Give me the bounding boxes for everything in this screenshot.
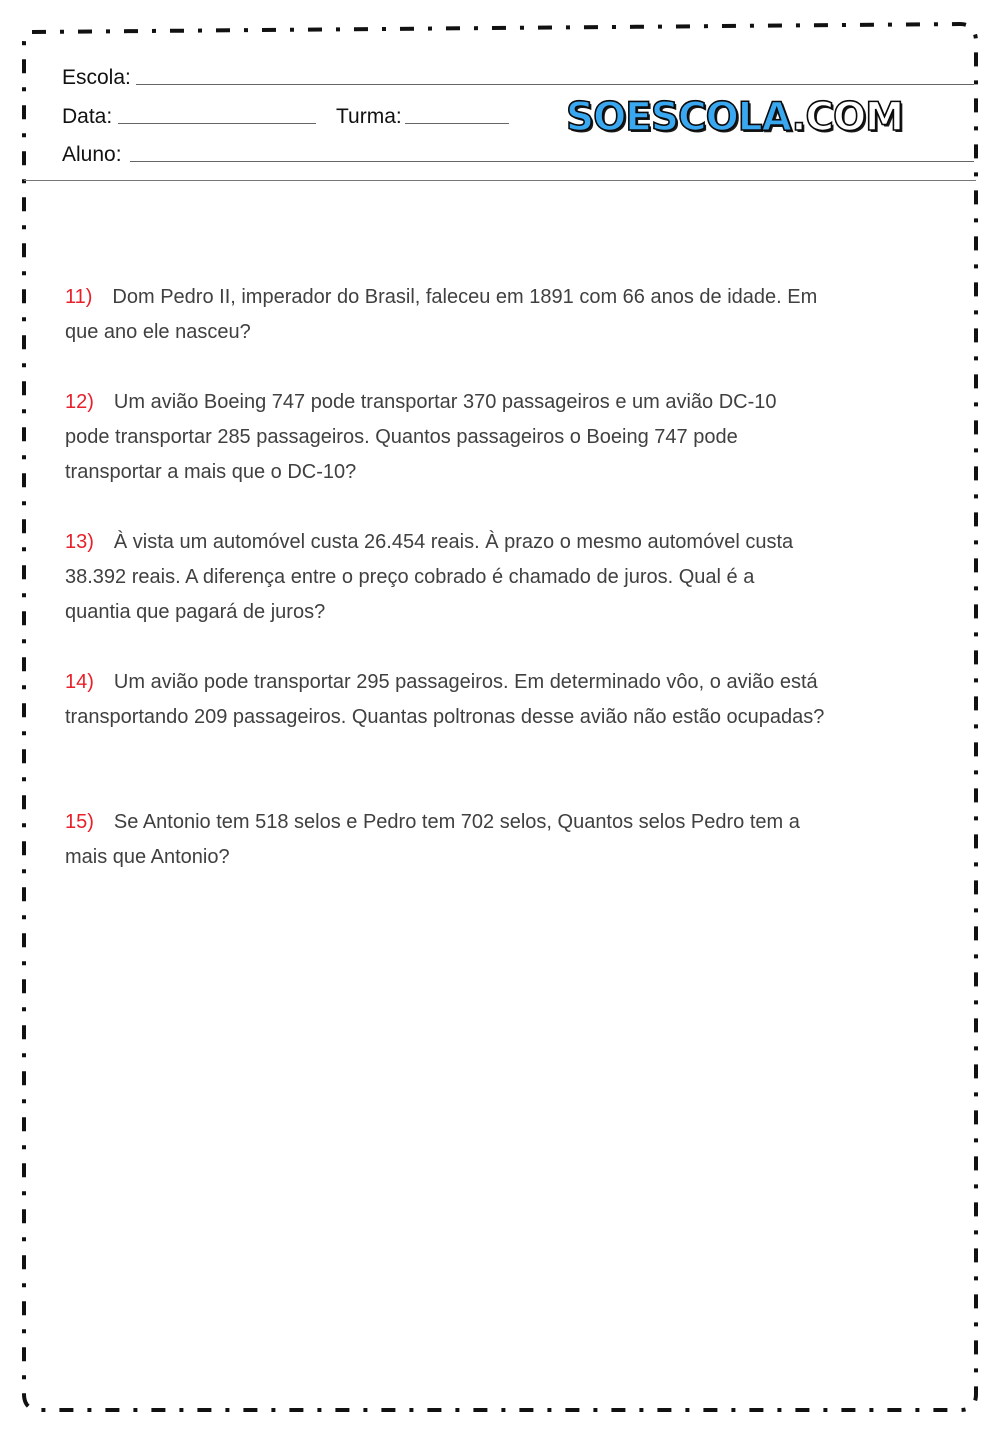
student-field[interactable] bbox=[130, 161, 974, 162]
date-label: Data: bbox=[62, 105, 113, 128]
question-number: 13) bbox=[65, 531, 94, 553]
question-14 bbox=[65, 665, 825, 735]
question-number: 14) bbox=[65, 671, 94, 693]
question-15 bbox=[65, 805, 825, 875]
student-label: Aluno: bbox=[62, 143, 122, 166]
soescola-logo bbox=[566, 95, 903, 140]
question-text: À vista um automóvel custa 26.454 reais. À prazo o mesmo automóvel custa 38.392 reais. A diferença entre o preço cobrado é chamado de juros. Qual é a quantia que pagará de juros? bbox=[65, 531, 794, 623]
question-text: Dom Pedro II, imperador do Brasil, faleceu em 1891 com 66 anos de idade. Em que ano ele nasceu? bbox=[65, 286, 818, 343]
question-text: Um avião Boeing 747 pode transportar 370 passageiros e um avião DC-10 pode transportar 285 passageiros. Quantos passageiros o Boeing 747 pode transportar a mais que o DC-10? bbox=[65, 391, 777, 483]
question-text: Se Antonio tem 518 selos e Pedro tem 702 selos, Quantos selos Pedro tem a mais que Antonio? bbox=[65, 811, 800, 868]
logo-text-domain: .COM bbox=[791, 95, 903, 140]
question-number: 15) bbox=[65, 811, 94, 833]
class-field[interactable] bbox=[405, 123, 509, 124]
school-label: Escola: bbox=[62, 66, 131, 89]
header-divider bbox=[24, 180, 976, 181]
question-11 bbox=[65, 280, 825, 350]
school-field[interactable] bbox=[136, 84, 974, 85]
question-number: 12) bbox=[65, 391, 94, 413]
question-number: 11) bbox=[65, 286, 93, 308]
question-text: Um avião pode transportar 295 passageiros. Em determinado vôo, o avião está transportando 209 passageiros. Quantas poltronas desse avião não estão ocupadas? bbox=[65, 671, 825, 728]
date-field[interactable] bbox=[118, 123, 316, 124]
question-12 bbox=[65, 385, 825, 490]
logo-text-main: SOESCOLA bbox=[566, 95, 792, 140]
class-label: Turma: bbox=[336, 105, 402, 128]
question-13 bbox=[65, 525, 825, 630]
